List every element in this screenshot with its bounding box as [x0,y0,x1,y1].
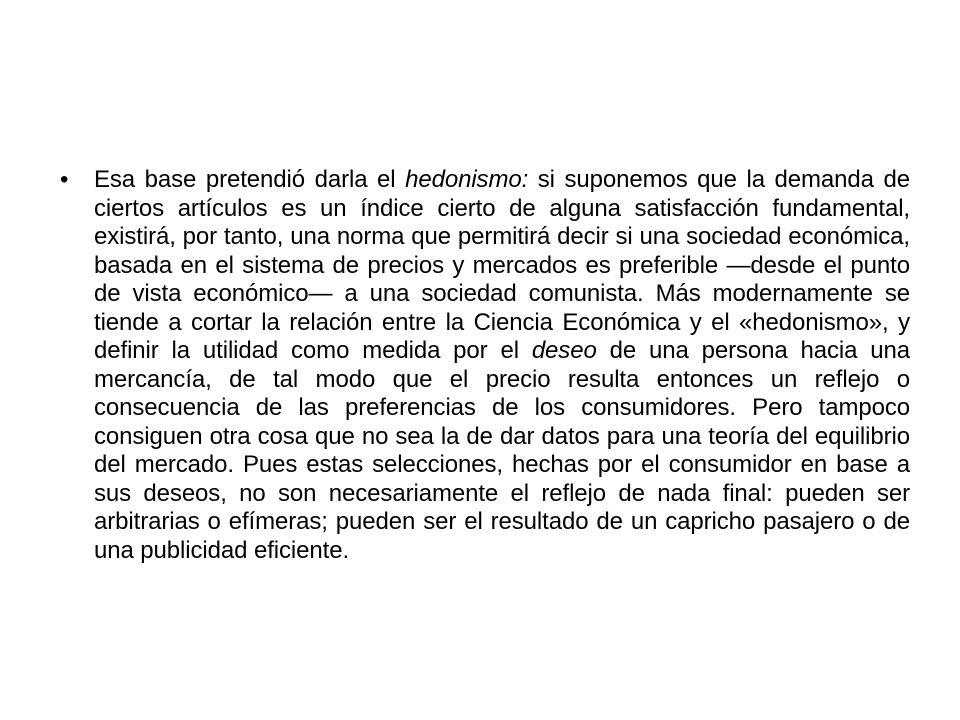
italic-term-deseo: deseo [531,337,597,364]
paragraph-text-part-1: Esa base pretendió darla el [94,166,406,193]
italic-term-hedonismo: hedonismo: [405,166,529,193]
bullet-paragraph [94,166,910,564]
bullet-marker: • [60,166,69,193]
paragraph-text-part-2: si suponemos que la demanda de ciertos artículos es un índice cierto de alguna satisfacción fundamental, existirá, por tanto, una norma que permitirá decir si una sociedad económica, basada en el sistema de precios y mercados es preferible —desde el punto de vista económico— a una sociedad comunista. Más modernamente se tiende a cortar la relación entre la Ciencia Económica y el «hedonismo», y definir la utilidad como medida por el [94,166,910,364]
bullet-item [60,166,910,565]
bullet-list [60,166,910,565]
paragraph-text-part-3: de una persona hacia una mercancía, de tal modo que el precio resulta entonces un reflejo o consecuencia de las preferencias de los consumidores. Pero tampoco consiguen otra cosa que no sea la de dar datos para una teoría del equilibrio del mercado. Pues estas selecciones, hechas por el consumidor en base a sus deseos, no son necesariamente el reflejo de nada final: pueden ser arbitrarias o efímeras; pueden ser el resultado de un capricho pasajero o de una publicidad eficiente. [94,337,910,564]
